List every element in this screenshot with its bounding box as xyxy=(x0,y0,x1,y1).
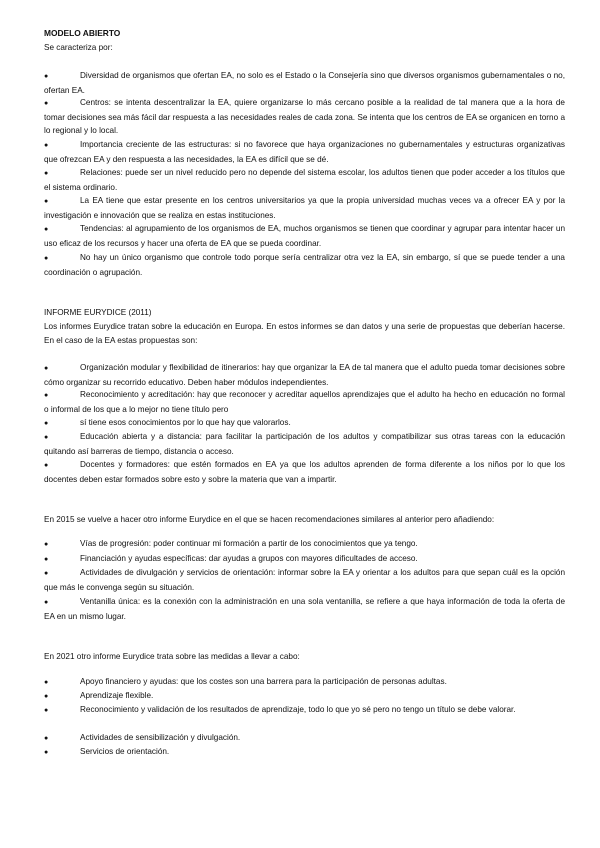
bullet-icon: ● xyxy=(44,707,49,714)
bullet-icon: ● xyxy=(44,100,49,107)
list-item xyxy=(44,361,565,389)
list-item-text: Aprendizaje flexible. xyxy=(80,691,154,700)
section-intro-2015: En 2015 se vuelve a hacer otro informe Eurydice en el que se hacen recomendaciones similares al anterior pero añadiendo: xyxy=(44,515,495,524)
list-item xyxy=(44,537,565,552)
bullet-icon: ● xyxy=(44,170,49,177)
list-item-text: Docentes y formadores: que estén formados en EA ya que los adultos aprenden de forma diferente a los niños por lo que los docentes deben estar formados sobre esto y sobre la materia que van a impartir. xyxy=(44,460,565,484)
list-item xyxy=(44,745,565,760)
bullet-icon: ● xyxy=(44,556,49,563)
bullet-icon: ● xyxy=(44,73,49,80)
bullet-icon: ● xyxy=(44,434,49,441)
list-item xyxy=(44,552,565,567)
list-item-text: sí tiene esos conocimientos por lo que hay que valorarlos. xyxy=(80,418,291,427)
list-item xyxy=(44,689,565,704)
bullet-icon: ● xyxy=(44,599,49,606)
bullet-icon: ● xyxy=(44,749,49,756)
bullet-icon: ● xyxy=(44,679,49,686)
bullet-icon: ● xyxy=(44,365,49,372)
bullet-icon: ● xyxy=(44,735,49,742)
bullet-icon: ● xyxy=(44,226,49,233)
list-item xyxy=(44,566,565,594)
section-title-informe-2011: INFORME EURYDICE (2011) xyxy=(44,308,152,317)
bullet-icon: ● xyxy=(44,462,49,469)
list-item xyxy=(44,166,565,194)
list-item-text: Importancia creciente de las estructuras: si no favorece que haya organizaciones no gubernamentales y estructuras organizativas que ofrezcan EA y den respuesta a las necesidades, la EA es difícil que se dé. xyxy=(44,140,565,164)
list-item xyxy=(44,388,565,416)
list-item xyxy=(44,430,565,458)
list-item xyxy=(44,138,565,166)
list-item-text: Relaciones: puede ser un nivel reducido pero no depende del sistema escolar, los adultos tienen que poder acceder a los títulos que el sistema ordinario. xyxy=(44,168,565,192)
list-item-text: La EA tiene que estar presente en los centros universitarios ya que la propia universidad muchas veces va a ofrecer EA y por la investigación e innovación que se realiza en estas instituciones. xyxy=(44,196,565,220)
list-item xyxy=(44,675,565,690)
list-item xyxy=(44,222,565,250)
list-item-text: Diversidad de organismos que ofertan EA, no solo es el Estado o la Consejería sino que diversos organismos gubernamentales o no, ofertan EA. xyxy=(44,71,565,95)
section-intro-2021: En 2021 otro informe Eurydice trata sobre las medidas a llevar a cabo: xyxy=(44,652,300,661)
list-item-text: Actividades de divulgación y servicios de orientación: informar sobre la EA y orientar a los adultos para que sepan cuál es la opción que más le convenga según su situación. xyxy=(44,568,565,592)
bullet-icon: ● xyxy=(44,198,49,205)
list-item-text: Reconocimiento y acreditación: hay que reconocer y acreditar aquellos aprendizajes que el adulto ha hecho en educación no formal o informal de los que a lo mejor no tiene título pero xyxy=(44,390,565,414)
list-item xyxy=(44,69,565,97)
list-item-text: No hay un único organismo que controle todo porque sería centralizar otra vez la EA, sin embargo, sí que se puede tender a una coordinación o agrupación. xyxy=(44,253,565,277)
bullet-icon: ● xyxy=(44,693,49,700)
list-item-text: Centros: se intenta descentralizar la EA, quiere organizarse lo más cercano posible a la realidad de tal manera que a la hora de tomar decisiones sea más fácil dar respuesta a las necesidades reales de cada zona. Se intenta que los centros de EA se organicen en torno a lo regional y lo local. xyxy=(44,98,565,135)
list-item-text: Educación abierta y a distancia: para facilitar la participación de los adultos y compatibilizar sus otras tareas con la educación quitando así barreras de tiempo, distancia o acceso. xyxy=(44,432,565,456)
list-item xyxy=(44,595,565,623)
list-item-text: Servicios de orientación. xyxy=(80,747,170,756)
section-intro: Los informes Eurydice tratan sobre la educación en Europa. En estos informes se dan datos y una serie de propuestas que deberían hacerse. En el caso de la EA estas propuestas son: xyxy=(44,322,565,345)
list-item-text: Tendencias: al agrupamiento de los organismos de EA, muchos organismos se tienen que coordinar y agrupar para intentar hacer un uso eficaz de los recursos y hacer una oferta de EA que se pueda coordinar. xyxy=(44,224,565,248)
section-subtitle: Se caracteriza por: xyxy=(44,43,113,52)
list-item-text: Reconocimiento y validación de los resultados de aprendizaje, todo lo que yo sé pero no tengo un título se debe valorar. xyxy=(80,705,516,714)
list-item-text: Vías de progresión: poder continuar mi formación a partir de los conocimientos que ya tengo. xyxy=(80,539,418,548)
list-item xyxy=(44,251,565,279)
list-item xyxy=(44,416,565,431)
list-item xyxy=(44,731,565,746)
list-item xyxy=(44,194,565,222)
list-item-text: Ventanilla única: es la conexión con la administración en una sola ventanilla, se refiere a que haya información de toda la oferta de EA en un mismo lugar. xyxy=(44,597,565,621)
list-item-text: Financiación y ayudas específicas: dar ayudas a grupos con mayores dificultades de acceso. xyxy=(80,554,418,563)
list-item-text: Actividades de sensibilización y divulgación. xyxy=(80,733,241,742)
list-item xyxy=(44,703,565,718)
list-item xyxy=(44,96,565,138)
list-item xyxy=(44,458,565,486)
bullet-icon: ● xyxy=(44,420,49,427)
bullet-icon: ● xyxy=(44,570,49,577)
list-item-text: Organización modular y flexibilidad de itinerarios: hay que organizar la EA de tal manera que el adulto pueda tomar decisiones sobre cómo organizar su recorrido educativo. Deben haber módulos independientes. xyxy=(44,363,565,387)
bullet-icon: ● xyxy=(44,541,49,548)
bullet-icon: ● xyxy=(44,142,49,149)
bullet-icon: ● xyxy=(44,392,49,399)
list-item-text: Apoyo financiero y ayudas: que los costes son una barrera para la participación de personas adultas. xyxy=(80,677,447,686)
bullet-icon: ● xyxy=(44,255,49,262)
section-title-modelo-abierto: MODELO ABIERTO xyxy=(44,28,121,38)
